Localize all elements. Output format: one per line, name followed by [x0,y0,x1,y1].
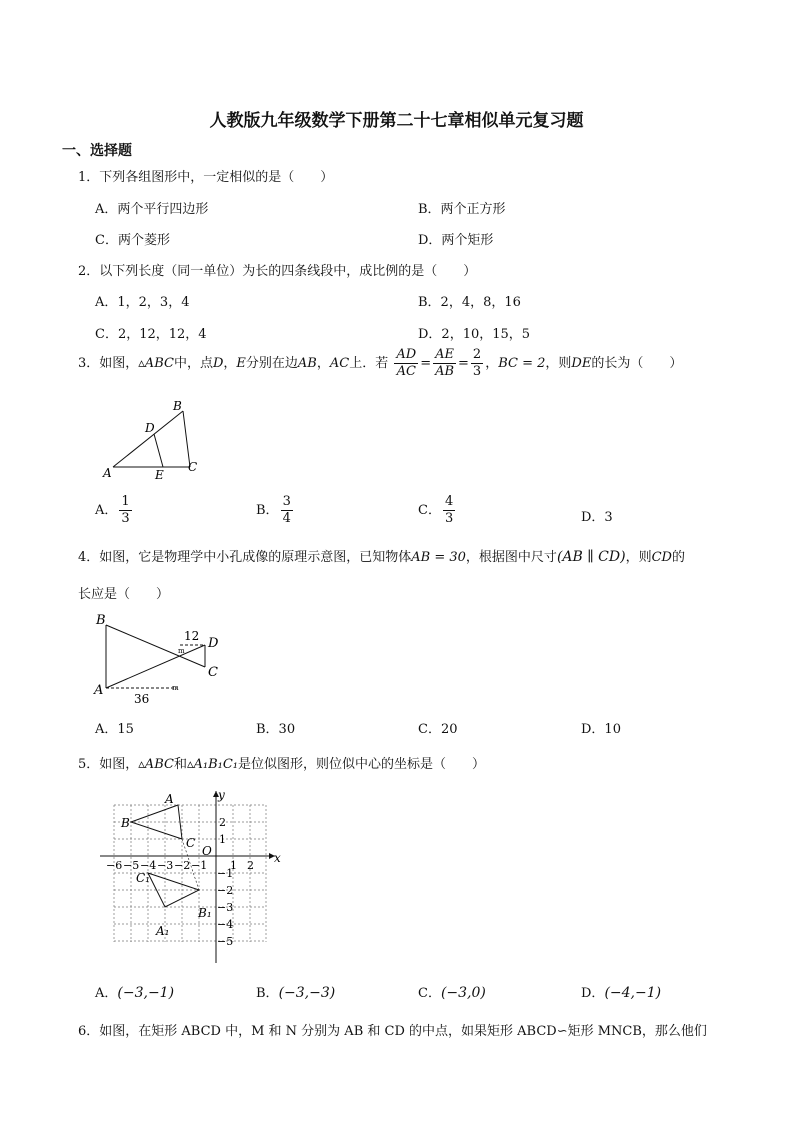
q3-fraction-ae-ab: $\frac{AE}{AB}$ [435,347,455,379]
q5-ytick: −3 [217,901,234,914]
q3-option-c: C． $\frac{4}{3}$ [418,494,454,526]
page-title: 人教版九年级数学下册第二十七章相似单元复习题 [209,111,584,131]
q2-option-c: C．2，12，12，4 [95,327,207,342]
q2-option-b: B．2，4，8，16 [418,295,521,310]
q5-option-b: B．(−3,−3) [256,985,336,1001]
q5-label-a1: A₁ [156,924,170,938]
q5-label-b1: B₁ [198,906,212,920]
q5-label-c1: C₁ [136,871,150,885]
q1-stem: 1．下列各组图形中，一定相似的是（ ） [78,170,334,185]
q5-xtick: 2 [247,859,254,872]
q1-option-a: A．两个平行四边形 [95,202,209,217]
q1-option-b: B．两个正方形 [418,202,506,217]
q4-option-d: D．10 [581,722,621,737]
q2-option-d: D．2，10，15，5 [418,327,531,342]
q4-option-c: C．20 [418,722,458,737]
q3-label-c: C [188,460,198,474]
q3-triangle-figure [95,395,215,485]
q5-option-c: C．(−3,0) [418,985,486,1001]
q4-label-36: 36 [134,692,150,706]
q4-stem-line2: 长应是（ ） [78,587,170,602]
q5-ytick: −5 [217,935,234,948]
q5-xtick: −5 [123,859,140,872]
q5-y-ticks [217,816,233,948]
q5-label-a: A [165,792,174,806]
q5-x-label: x [274,851,281,865]
q3-label-b: B [173,399,182,413]
q3-label-a: A [103,466,112,480]
q4-label-b: B [96,613,106,628]
q4-unit-m-top: m [178,647,185,655]
q2-stem: 2．以下列长度（同一单位）为长的四条线段中，成比例的是（ ） [78,264,477,279]
q3-option-a: A． $\frac{1}{3}$ [95,494,130,526]
q1-option-d: D．两个矩形 [418,233,494,248]
q4-label-c: C [208,665,218,680]
q3-fraction-ad-ac: $\frac{AD}{AC}$ [396,347,417,379]
q6-stem: 6．如图，在矩形 ABCD 中，M 和 N 分别为 AB 和 CD 的中点，如果矩形 ABCD∽矩形 MNCB，那么他们 [78,1024,707,1039]
q5-label-b: B [121,816,130,830]
q4-pinhole-figure [92,610,232,710]
q1-option-c: C．两个菱形 [95,233,170,248]
q5-option-d: D．(−4,−1) [581,985,662,1001]
q4-label-a: A [94,683,104,698]
q5-y-label: y [218,788,225,802]
q2-option-a: A．1，2，3，4 [95,295,190,310]
q5-xtick: −3 [157,859,174,872]
q3-option-d: D．3 [581,510,613,525]
q3-label-d: D [145,421,155,435]
q5-ytick: −4 [217,918,234,931]
q5-xtick: −6 [106,859,123,872]
q4-option-b: B．30 [256,722,296,737]
q5-ytick: −2 [217,884,234,897]
q5-ytick: 1 [219,833,226,846]
q5-xtick: 1 [230,859,237,872]
q5-xtick: −2 [174,859,191,872]
q5-xtick: −1 [191,859,208,872]
q3-triangle-abc: ▵ABC [138,356,174,371]
q3-option-b: B． $\frac{3}{4}$ [256,494,291,526]
q3-label-e: E [155,468,164,482]
q5-label-c: C [186,836,196,850]
q5-option-a: A．(−3,−1) [95,985,175,1001]
q4-stem: 4．如图，它是物理学中小孔成像的原理示意图，已知物体AB = 30，根据图中尺寸(AB ∥ CD)，则CD的 [78,549,685,565]
q5-ytick: 2 [219,816,226,829]
q5-ytick: −1 [217,867,234,880]
q3-stem: 3．如图，▵ABC中，点D，E分别在边AB，AC上．若 $\frac{AD}{AC}$ = $\frac{AE}{AB}$ = $\frac{2}{3}$ ，BC = 2，则DE的长为（ ） [78,347,683,379]
q4-unit-m-bottom: m [172,684,179,692]
section-heading: 一、选择题 [62,143,132,159]
q5-stem: 5．如图，▵ABC和▵A₁B₁C₁是位似图形，则位似中心的坐标是（ ） [78,757,486,772]
q5-coordinate-figure [90,785,290,965]
q3-fraction-2-3: $\frac{2}{3}$ [472,347,482,379]
q4-option-a: A．15 [95,722,134,737]
q4-label-12: 12 [184,629,200,643]
q5-origin-label: O [202,844,212,858]
q4-label-d: D [208,636,219,651]
q5-xtick: −4 [140,859,157,872]
